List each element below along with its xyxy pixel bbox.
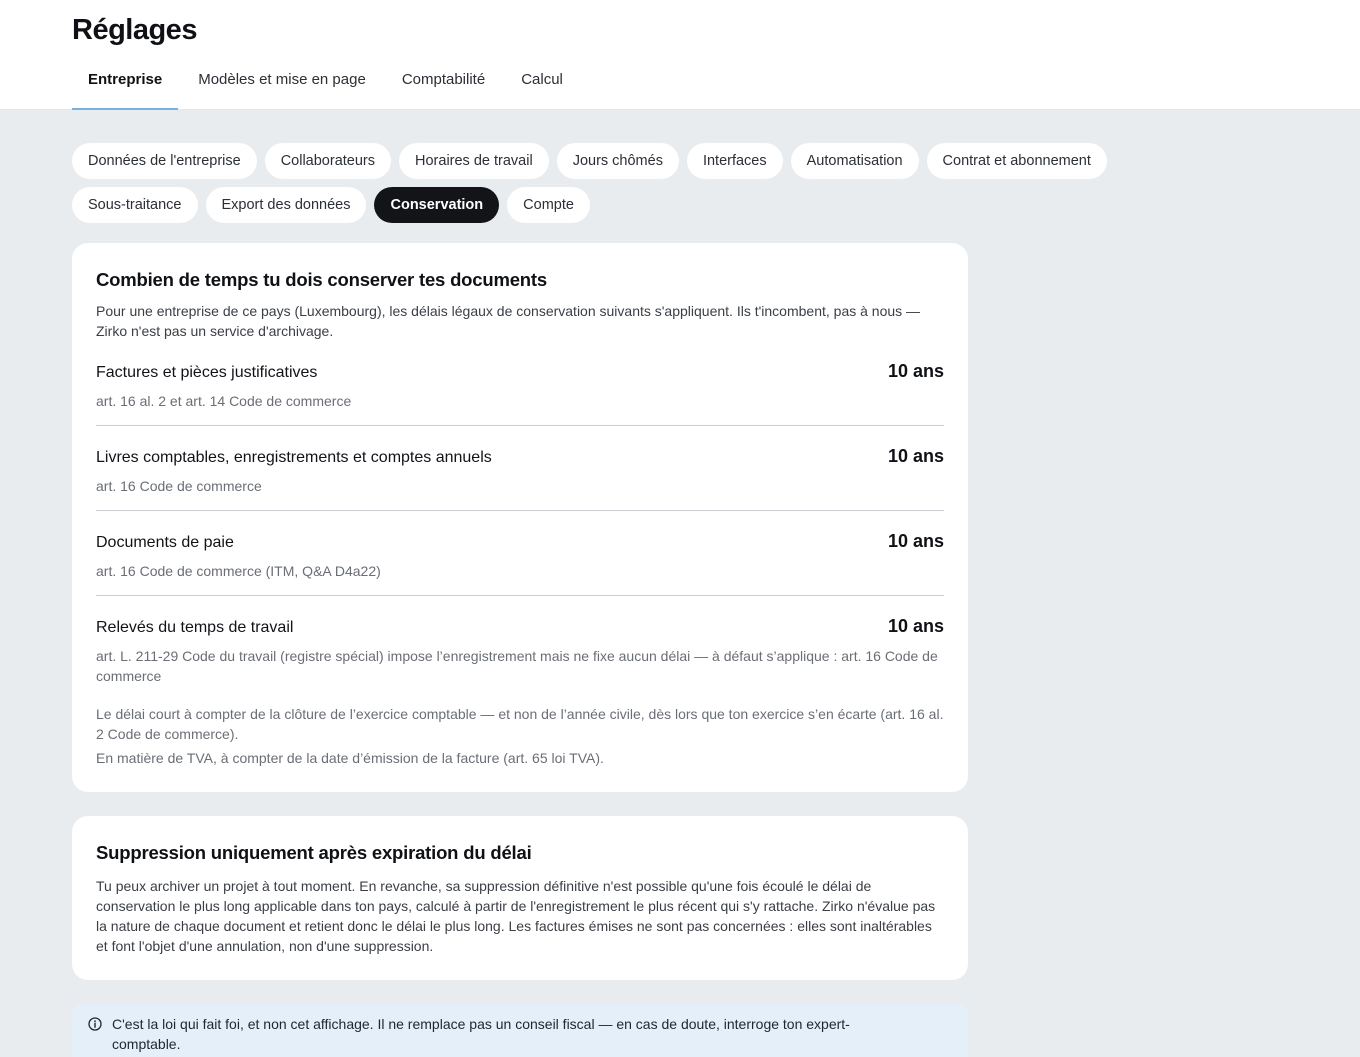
retention-row-value: 10 ans <box>887 361 944 381</box>
retention-row-label: Factures et pièces justificatives <box>96 364 318 381</box>
retention-row-label: Relevés du temps de travail <box>96 619 294 636</box>
chip-export-donnees[interactable]: Export des données <box>206 187 367 223</box>
retention-row <box>96 341 944 426</box>
page-title: Réglages <box>72 14 197 46</box>
legal-disclaimer-banner <box>72 1004 968 1057</box>
retention-vat-note: En matière de TVA, à compter de la date d’émission de la facture (art. 65 loi TVA). <box>96 750 604 766</box>
chip-interfaces[interactable]: Interfaces <box>687 143 783 179</box>
retention-start-note: Le délai court à compter de la clôture de l’exercice comptable — et non de l’année civile, dès lors que ton exercice s’en écarte (art. 16 al. 2 Code de commerce). <box>96 706 944 742</box>
chip-sous-traitance[interactable]: Sous-traitance <box>72 187 198 223</box>
retention-row-reference: art. 16 Code de commerce <box>96 478 262 494</box>
chip-jours-chomes[interactable]: Jours chômés <box>557 143 679 179</box>
chip-horaires-travail[interactable]: Horaires de travail <box>399 143 549 179</box>
retention-row <box>96 426 944 511</box>
retention-row-value: 10 ans <box>887 616 944 636</box>
retention-row-label: Livres comptables, enregistrements et comptes annuels <box>96 449 492 466</box>
legal-disclaimer-text: C'est la loi qui fait foi, et non cet affichage. Il ne remplace pas un conseil fiscal — en cas de doute, interroge ton expert-comptable. <box>112 1016 850 1052</box>
retention-row <box>96 596 944 696</box>
chip-collaborateurs[interactable]: Collaborateurs <box>265 143 391 179</box>
retention-row-reference: art. L. 211-29 Code du travail (registre spécial) impose l’enregistrement mais ne fixe aucun délai — à défaut s’applique : art. 16 Code de commerce <box>96 648 938 684</box>
deletion-body: Tu peux archiver un projet à tout moment. En revanche, sa suppression définitive n'est possible qu'une fois écoulé le délai de conservation le plus long applicable dans ton pays, calculé à partir de l'enregistrement le plus récent qui s'y rattache. Zirko n'évalue pas la nature de chaque document et retient donc le délai le plus long. Les factures émises ne sont pas concernées : elles sont inaltérables et font l'objet d'une annulation, non d'une suppression. <box>96 878 936 954</box>
retention-row-label: Documents de paie <box>96 534 234 551</box>
retention-intro: Pour une entreprise de ce pays (Luxembourg), les délais légaux de conservation suivants s'appliquent. Ils t'incombent, pas à nous — Zirko n'est pas un service d'archivage. <box>96 303 921 339</box>
page-header <box>0 0 1360 110</box>
chip-compte[interactable]: Compte <box>507 187 590 223</box>
top-tabs <box>72 64 583 110</box>
subnav-chips <box>72 143 1172 223</box>
retention-row-reference: art. 16 Code de commerce (ITM, Q&A D4a22) <box>96 563 381 579</box>
deletion-card <box>72 816 968 980</box>
tab-entreprise[interactable]: Entreprise <box>72 64 178 110</box>
info-icon <box>88 1017 102 1031</box>
tab-comptabilite[interactable]: Comptabilité <box>401 71 486 88</box>
chip-donnees-entreprise[interactable]: Données de l'entreprise <box>72 143 257 179</box>
retention-title: Combien de temps tu dois conserver tes documents <box>96 269 547 290</box>
tab-calcul[interactable]: Calcul <box>521 71 563 88</box>
chip-contrat-abonnement[interactable]: Contrat et abonnement <box>927 143 1107 179</box>
deletion-title: Suppression uniquement après expiration du délai <box>96 842 532 863</box>
chip-conservation[interactable]: Conservation <box>374 187 499 223</box>
retention-row-reference: art. 16 al. 2 et art. 14 Code de commerce <box>96 393 352 409</box>
retention-row-value: 10 ans <box>887 446 944 466</box>
retention-card <box>72 243 968 792</box>
chip-automatisation[interactable]: Automatisation <box>791 143 919 179</box>
retention-row <box>96 511 944 596</box>
tab-modeles-mise-en-page[interactable]: Modèles et mise en page <box>198 71 366 88</box>
main-content <box>0 110 1360 1057</box>
retention-row-value: 10 ans <box>887 531 944 551</box>
